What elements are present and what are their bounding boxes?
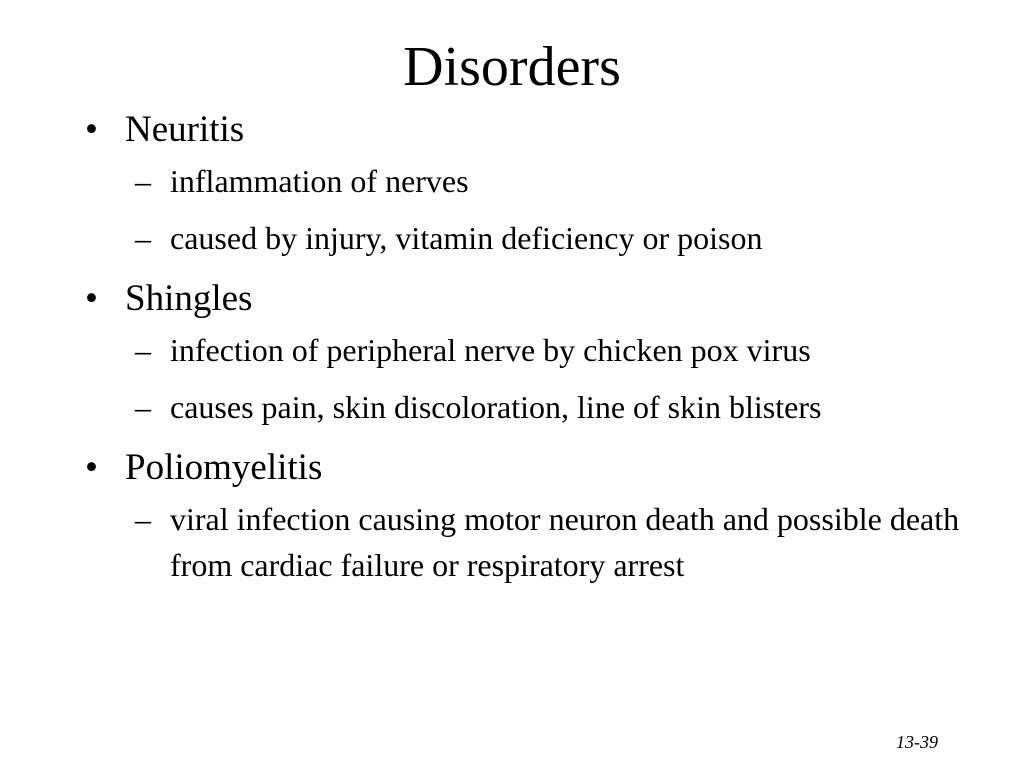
bullet-item-shingles: [85, 275, 995, 430]
bullet-item-poliomyelitis: [85, 444, 995, 588]
sub-list: [125, 496, 995, 588]
sub-item-text: causes pain, skin discoloration, line of skin blisters: [170, 389, 822, 425]
bullet-icon: •: [85, 278, 98, 319]
bullet-label: Shingles: [125, 278, 253, 319]
sub-list: [125, 327, 995, 430]
dash-icon: –: [135, 163, 151, 199]
sub-item: [125, 215, 995, 261]
dash-icon: –: [135, 220, 151, 256]
bullet-icon: •: [85, 109, 98, 150]
bullet-label: Poliomyelitis: [125, 447, 323, 488]
bullet-label: Neuritis: [125, 109, 245, 150]
bullet-icon: •: [85, 447, 98, 488]
sub-item-text: viral infection causing motor neuron death and possible death from cardiac failure or respiratory arrest: [170, 501, 960, 583]
sub-item: [125, 384, 995, 430]
dash-icon: –: [135, 332, 151, 368]
slide-title: Disorders: [403, 36, 621, 98]
page-number: 13-39: [896, 732, 938, 752]
sub-item-text: caused by injury, vitamin deficiency or poison: [170, 220, 763, 256]
sub-item-text: infection of peripheral nerve by chicken pox virus: [170, 332, 811, 368]
dash-icon: –: [135, 389, 151, 425]
bullet-item-neuritis: [85, 106, 995, 261]
sub-item-text: inflammation of nerves: [170, 163, 469, 199]
sub-item: [125, 496, 995, 588]
sub-item: [125, 327, 995, 373]
dash-icon: –: [135, 501, 151, 537]
bullet-list: [85, 106, 995, 588]
sub-list: [125, 158, 995, 261]
sub-item: [125, 158, 995, 204]
